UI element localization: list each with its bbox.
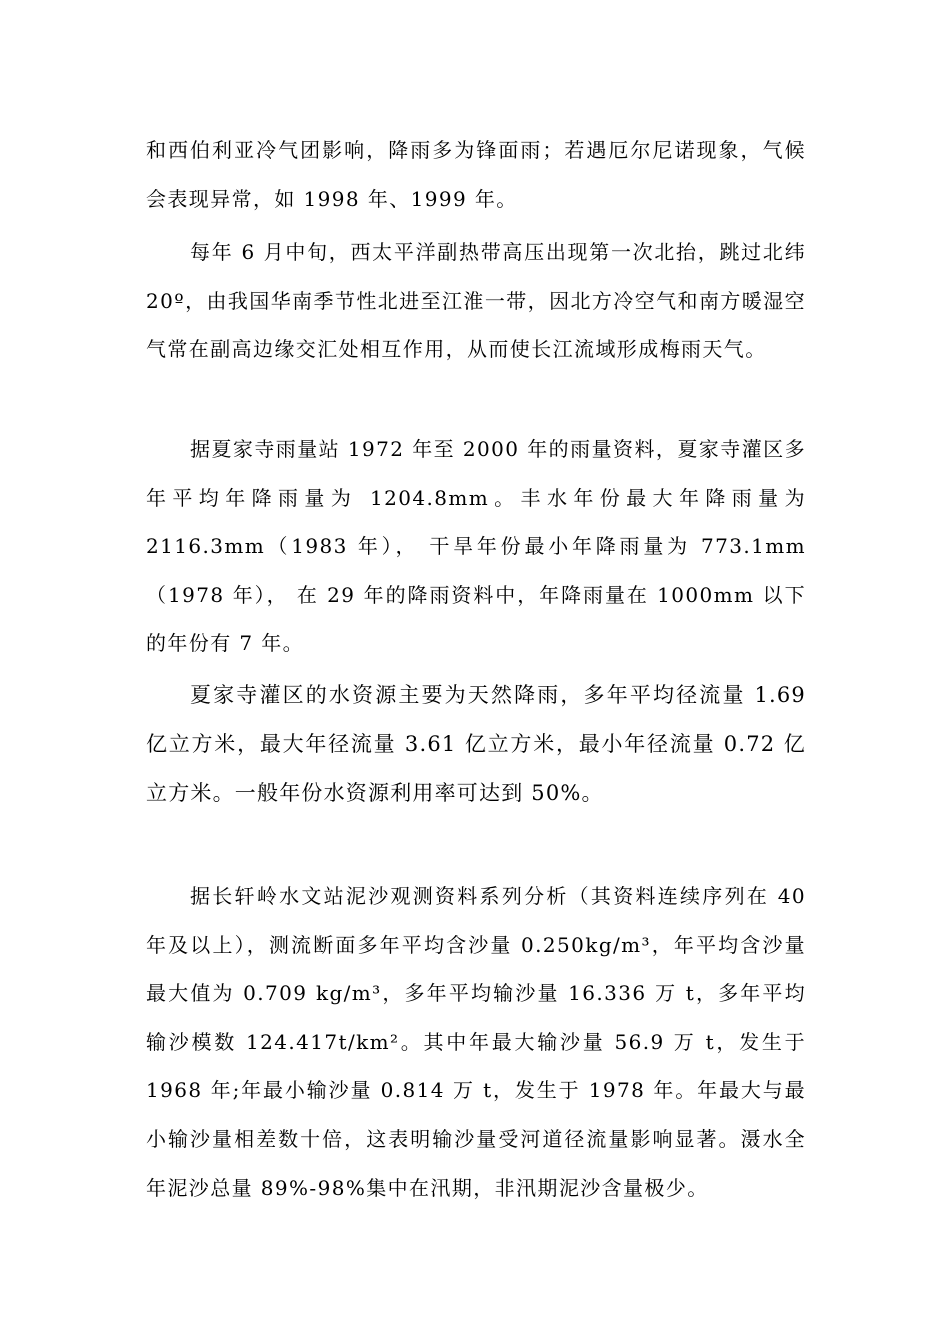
paragraph-climate-continued: 和西伯利亚冷气团影响，降雨多为锋面雨；若遇厄尔尼诺现象，气候会表现异常，如 1998 年、1999 年。 — [146, 138, 806, 211]
paragraph-rainfall: 据夏家寺雨量站 1972 年至 2000 年的雨量资料，夏家寺灌区多年平均年降雨量为 1204.8mm。丰水年份最大年降雨量为 2116.3mm（1983 年）， 干旱年份最小年降雨量为 773.1mm（1978 年）， 在 29 年的降雨资料中，年降雨量在 1000mm 以下的年份有 7 年。 — [146, 437, 806, 656]
paragraph-sediment: 据长轩岭水文站泥沙观测资料系列分析（其资料连续序列在 40 年及以上），测流断面多年平均含沙量 0.250kg/m³，年平均含沙量最大值为 0.709 kg/m³，多年平均输沙量 16.336 万 t，多年平均输沙模数 124.417t/km²。其中年最大输沙量 56.9 万 t，发生于 1968 年;年最小输沙量 0.814 万 t，发生于 1978 年。年最大与最小输沙量相差数十倍，这表明输沙量受河道径流量影响显著。滠水全年泥沙总量 89%-98%集中在汛期，非汛期泥沙含量极少。 — [146, 884, 806, 1200]
paragraph-meiyu: 每年 6 月中旬，西太平洋副热带高压出现第一次北抬，跳过北纬 20º，由我国华南季节性北进至江淮一带，因北方冷空气和南方暖湿空气常在副高边缘交汇处相互作用，从而使长江流域形成梅雨天气。 — [146, 240, 806, 362]
paragraph-water-resources: 夏家寺灌区的水资源主要为天然降雨，多年平均径流量 1.69 亿立方米，最大年径流量 3.61 亿立方米，最小年径流量 0.72 亿立方米。一般年份水资源利用率可达到 50%。 — [146, 683, 806, 805]
